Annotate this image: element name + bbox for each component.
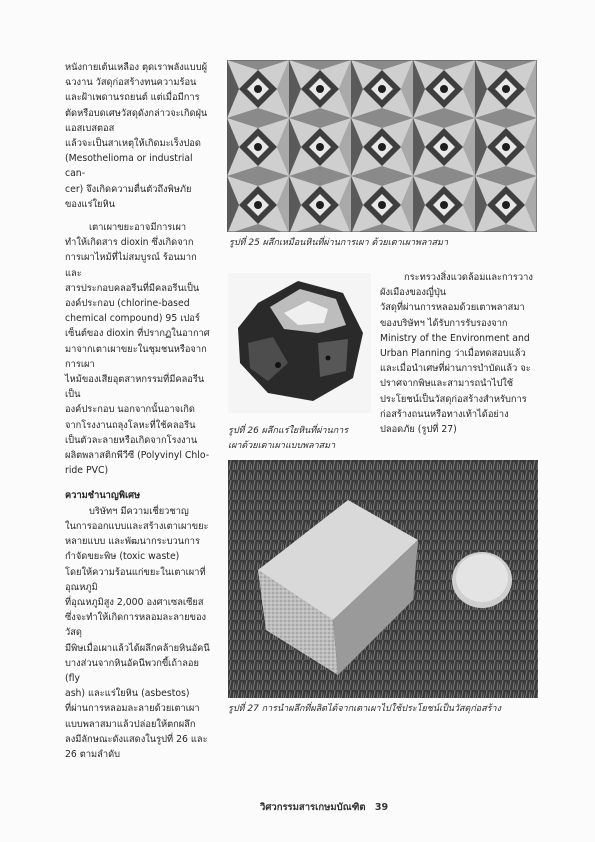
paragraph-dioxin [65, 220, 213, 478]
figure-26-image [228, 273, 371, 413]
text-line: แล้วจะเป็นสาเหตุให้เกิดมะเร็งปอด [65, 138, 201, 150]
text-line: กระทรวงสิ่งแวดล้อมและการวางผังเมืองของญี่ปุ่น [380, 272, 533, 299]
text-line: ทำให้เกิดสาร dioxin ซึ่งเกิดจาก [65, 237, 194, 249]
text-line: ash) และแร่ใยหิน (asbestos) [65, 688, 190, 700]
text-line: เป็นตัวละลายหรือเกิดจากโรงงาน [65, 434, 198, 446]
text-line: ประโยชน์เป็นวัสดุก่อสร้างสำหรับการ [380, 393, 527, 405]
text-line: และเมื่อนำเศษที่ผ่านการบำบัดแล้ว จะ [380, 363, 531, 375]
text-line: เซ็นต์ของ dioxin ที่ปรากฏในอากาศ [65, 328, 210, 340]
text-line: ฉวงาน วัสดุก่อสร้างทนความร้อน [65, 77, 197, 89]
figure-27-caption: รูปที่ 27 การนำผลึกที่ผลิตได้จากเตาเผาไปใช้ประโยชน์เป็นวัสดุก่อสร้าง [228, 704, 501, 714]
right-text-column [380, 270, 538, 437]
journal-title: วิศวกรรมสารเกษมบัณฑิต [260, 802, 366, 813]
text-line: หนังกายเต้นเหลือง ตุดเราพลังแบบผู้ [65, 62, 208, 73]
text-line: สารประกอบคลอรีนที่มีคลอรีนเป็น [65, 282, 200, 294]
text-line: ที่อุณหภูมิสูง 2,000 องศาเซลเซียส [65, 596, 204, 608]
text-line: 26 ตามลำดับ [65, 748, 121, 760]
figure-25-image [227, 60, 537, 232]
text-line: เตาเผาขยะอาจมีการเผา [89, 222, 187, 234]
figure-27-image [228, 460, 538, 698]
left-text-column [65, 60, 213, 762]
figure-26-caption [228, 424, 378, 454]
text-line: ซึ่งจะทำให้เกิดการหลอมละลายของวัสดุ [65, 612, 207, 639]
text-line: จากโรงงานถลุงโลหะที่ใช้คลอรีน [65, 419, 196, 431]
figure-25-caption: รูปที่ 25 ผลึกเหมือนหินที่ผ่านการเผา ด้วยเตาเผาพลาสมา [229, 238, 449, 248]
page-number: 39 [374, 802, 389, 813]
text-line: ในการออกแบบและสร้างเตาเผาขยะ [65, 520, 209, 532]
text-line: ก่อสร้างถนนหรือทางเท้าได้อย่าง [380, 408, 509, 420]
text-line: Urban Planning ว่าเมื่อทดสอบแล้ว [380, 348, 526, 360]
caption-line: เผาด้วยเตาเผาแบบพลาสมา [228, 441, 336, 451]
section-heading: ความชำนาญพิเศษ [65, 490, 141, 502]
text-line: วัสดุที่ผ่านการหลอมด้วยเตาพลาสมา [380, 302, 525, 314]
text-line: ของแร่ใยหิน [65, 198, 115, 210]
text-line: ตัดหรือบดเศษวัสดุดังกล่าวจะเกิดฝุ่นแอสเบสตอส [65, 107, 208, 134]
text-line: ride PVC) [65, 465, 109, 477]
text-line: องค์ประกอบ นอกจากนั้นอาจเกิด [65, 404, 195, 416]
text-line: ผลิตพลาสติกพีวีซี (Polyvinyl Chlo- [65, 450, 210, 462]
text-line: มีพิษเมื่อเผาแล้วได้ผลึกคล้ายหินอัคนี [65, 642, 210, 654]
text-line: และฝ้าเพดานรถยนต์ แต่เมื่อมีการ [65, 92, 200, 104]
page-footer [260, 800, 394, 815]
text-line: ไหม้ของเสียอุตสาหกรรมที่มีคลอรีนเป็น [65, 374, 205, 401]
text-line: องค์ประกอบ (chlorine-based [65, 298, 190, 310]
caption-line: รูปที่ 26 ผลึกแร่ใยหินที่ผ่านการ [228, 426, 349, 436]
text-line: ปราศจากพิษและสามารถนำไปใช้ [380, 378, 514, 390]
text-line: Ministry of the Environment and [380, 332, 530, 344]
text-line: มาจากเตาเผาขยะในชุมชนหรือจากการเผา [65, 343, 207, 370]
text-line: ลงมีลักษณะดังแสดงในรูปที่ 26 และ [65, 733, 208, 745]
text-line: โดยให้ความร้อนแก่ขยะในเตาเผาที่อุณหภูมิ [65, 566, 206, 593]
text-line: หลายแบบ และพัฒนากระบวนการ [65, 536, 200, 548]
paragraph-expertise [65, 504, 213, 762]
text-line: แบบพลาสมาแล้วปล่อยให้ตกผลึก [65, 718, 196, 730]
text-line: cer) จึงเกิดความตื่นตัวถึงพิษภัย [65, 183, 192, 195]
text-line: การเผาไหม้ที่ไม่สมบูรณ์ ร้อนมาก และ [65, 252, 197, 279]
text-line: บางส่วนจากหินอัคนีพวกขี้เถ้าลอย (fly [65, 657, 199, 684]
text-line: chemical compound) 95 เปอร์ [65, 313, 200, 325]
text-line: กำจัดขยะพิษ (toxic waste) [65, 551, 180, 563]
text-line: ของบริษัทฯ ได้รับการรับรองจาก [380, 317, 508, 329]
text-line: (Mesothelioma or industrial can- [65, 153, 193, 180]
text-line: ที่ผ่านการหลอมละลายด้วยเตาเผา [65, 703, 200, 715]
paragraph-asbestos [65, 60, 213, 212]
text-line: ปลอดภัย (รูปที่ 27) [380, 424, 457, 436]
text-line: บริษัทฯ มีความเชี่ยวชาญ [89, 505, 189, 517]
